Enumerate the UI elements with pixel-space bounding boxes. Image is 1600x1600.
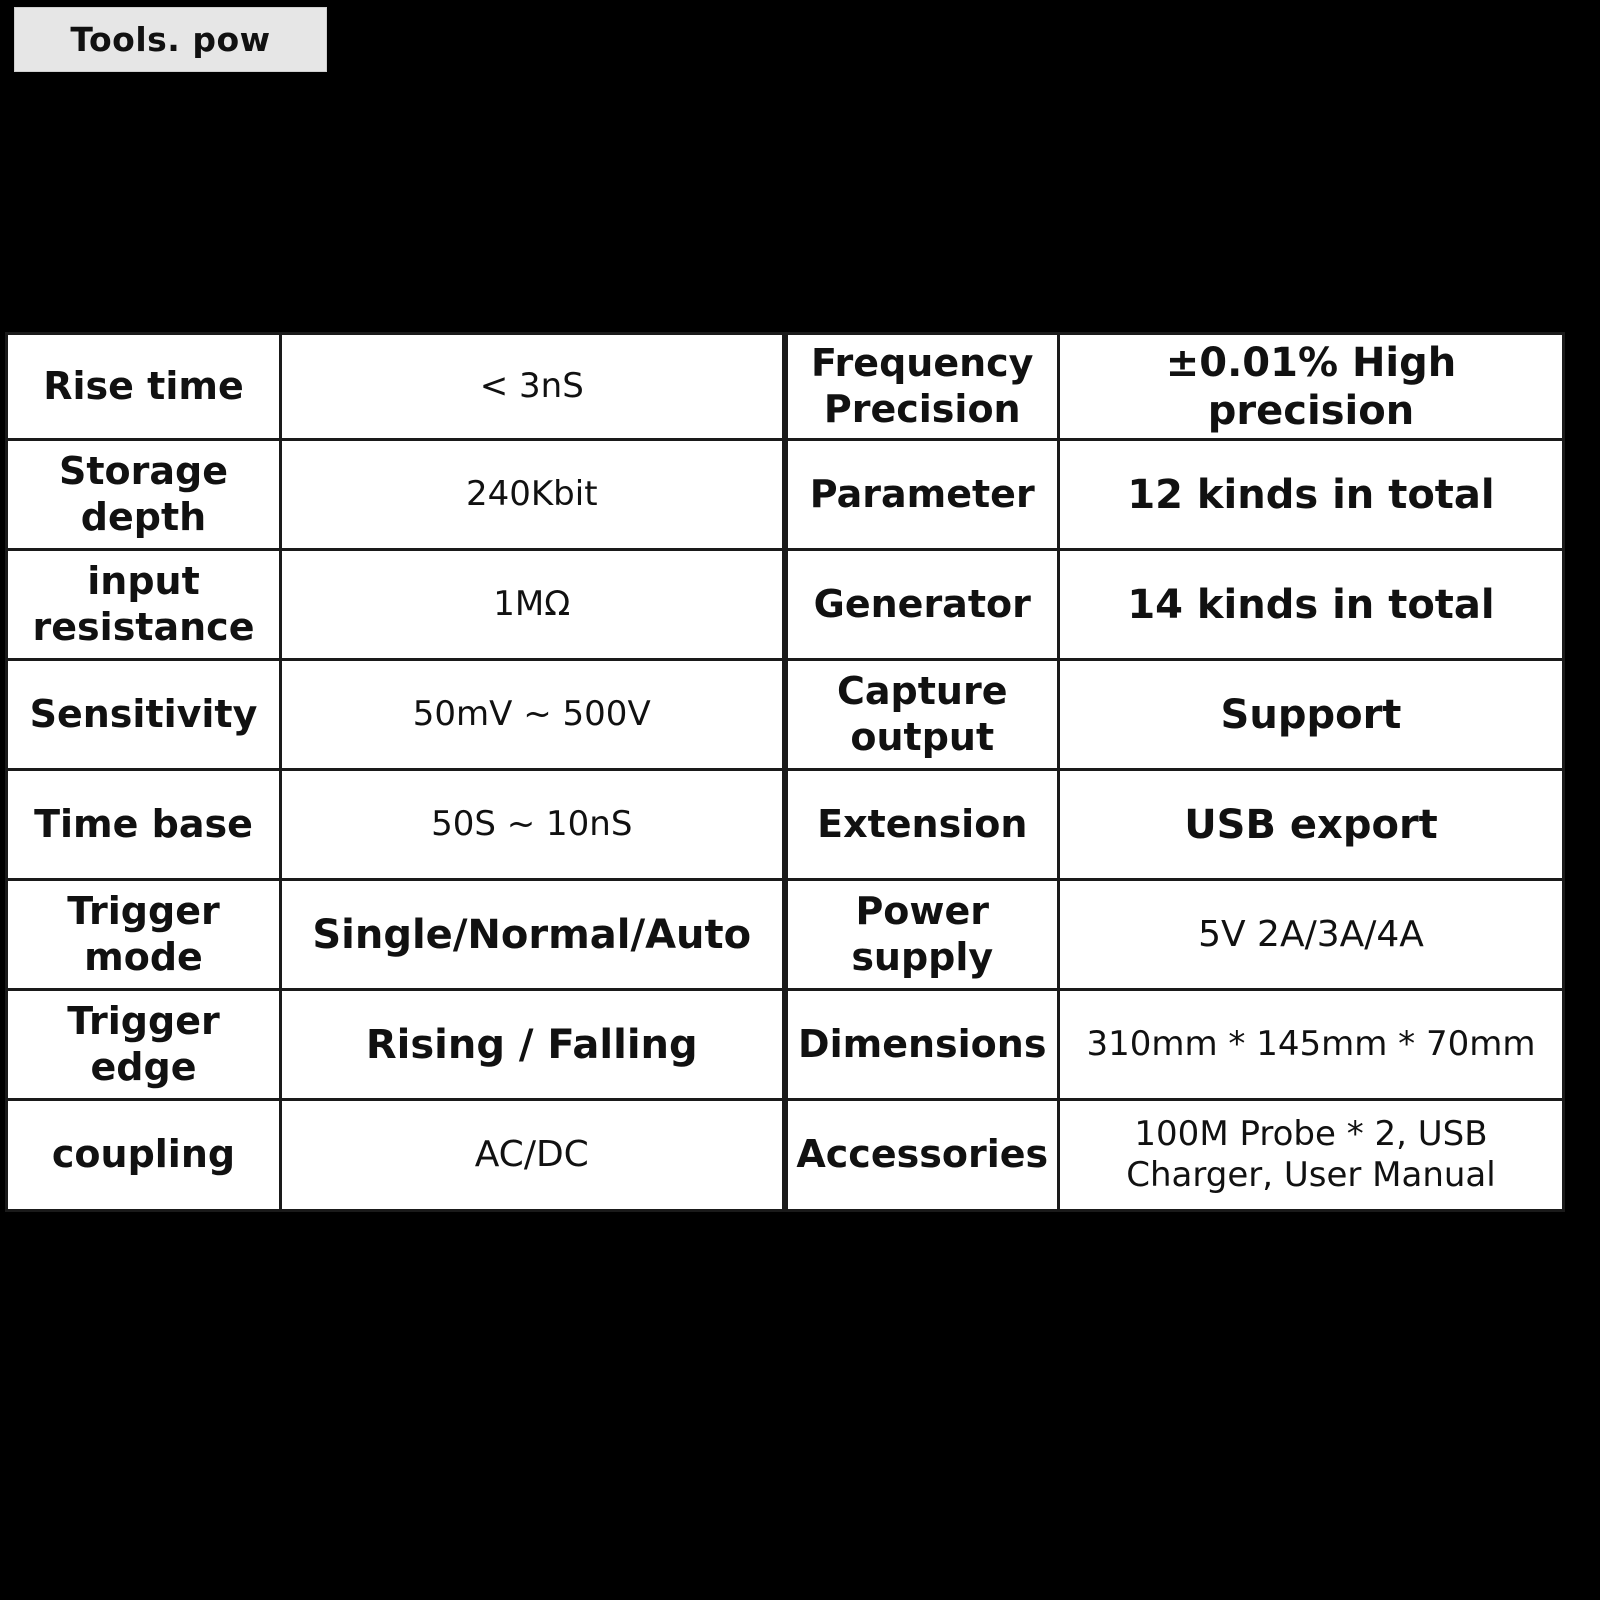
spec-value: 240Kbit xyxy=(281,440,785,550)
spec-value: Support xyxy=(1059,660,1564,770)
brand-label: Tools. pow xyxy=(14,7,327,72)
spec-value: AC/DC xyxy=(281,1100,785,1211)
table-row xyxy=(7,334,1564,440)
spec-value: 100M Probe * 2, USB Charger, User Manual xyxy=(1059,1100,1564,1211)
spec-value: 5V 2A/3A/4A xyxy=(1059,880,1564,990)
spec-label: input resistance xyxy=(7,550,281,660)
spec-value: 14 kinds in total xyxy=(1059,550,1564,660)
spec-label: Dimensions xyxy=(785,990,1059,1100)
table-row xyxy=(7,880,1564,990)
spec-label: Trigger mode xyxy=(7,880,281,990)
table-row xyxy=(7,770,1564,880)
spec-label: Sensitivity xyxy=(7,660,281,770)
spec-label: Generator xyxy=(785,550,1059,660)
table-row xyxy=(7,440,1564,550)
table-row xyxy=(7,1100,1564,1211)
spec-value: ±0.01% High precision xyxy=(1059,334,1564,440)
spec-value: 1MΩ xyxy=(281,550,785,660)
spec-label: Time base xyxy=(7,770,281,880)
spec-value: 50mV ~ 500V xyxy=(281,660,785,770)
spec-label: Storage depth xyxy=(7,440,281,550)
table-row xyxy=(7,550,1564,660)
spec-value: USB export xyxy=(1059,770,1564,880)
spec-value: 310mm * 145mm * 70mm xyxy=(1059,990,1564,1100)
table-row xyxy=(7,660,1564,770)
spec-label: Extension xyxy=(785,770,1059,880)
spec-label: Rise time xyxy=(7,334,281,440)
spec-value: 12 kinds in total xyxy=(1059,440,1564,550)
spec-label: Power supply xyxy=(785,880,1059,990)
spec-label: Parameter xyxy=(785,440,1059,550)
spec-label: Capture output xyxy=(785,660,1059,770)
spec-table xyxy=(5,332,1565,1212)
spec-value: 50S ~ 10nS xyxy=(281,770,785,880)
table-row xyxy=(7,990,1564,1100)
spec-label: Trigger edge xyxy=(7,990,281,1100)
spec-value: Rising / Falling xyxy=(281,990,785,1100)
spec-label: Frequency Precision xyxy=(785,334,1059,440)
spec-value: Single/Normal/Auto xyxy=(281,880,785,990)
spec-value: < 3nS xyxy=(281,334,785,440)
spec-label: Accessories xyxy=(785,1100,1059,1211)
spec-label: coupling xyxy=(7,1100,281,1211)
